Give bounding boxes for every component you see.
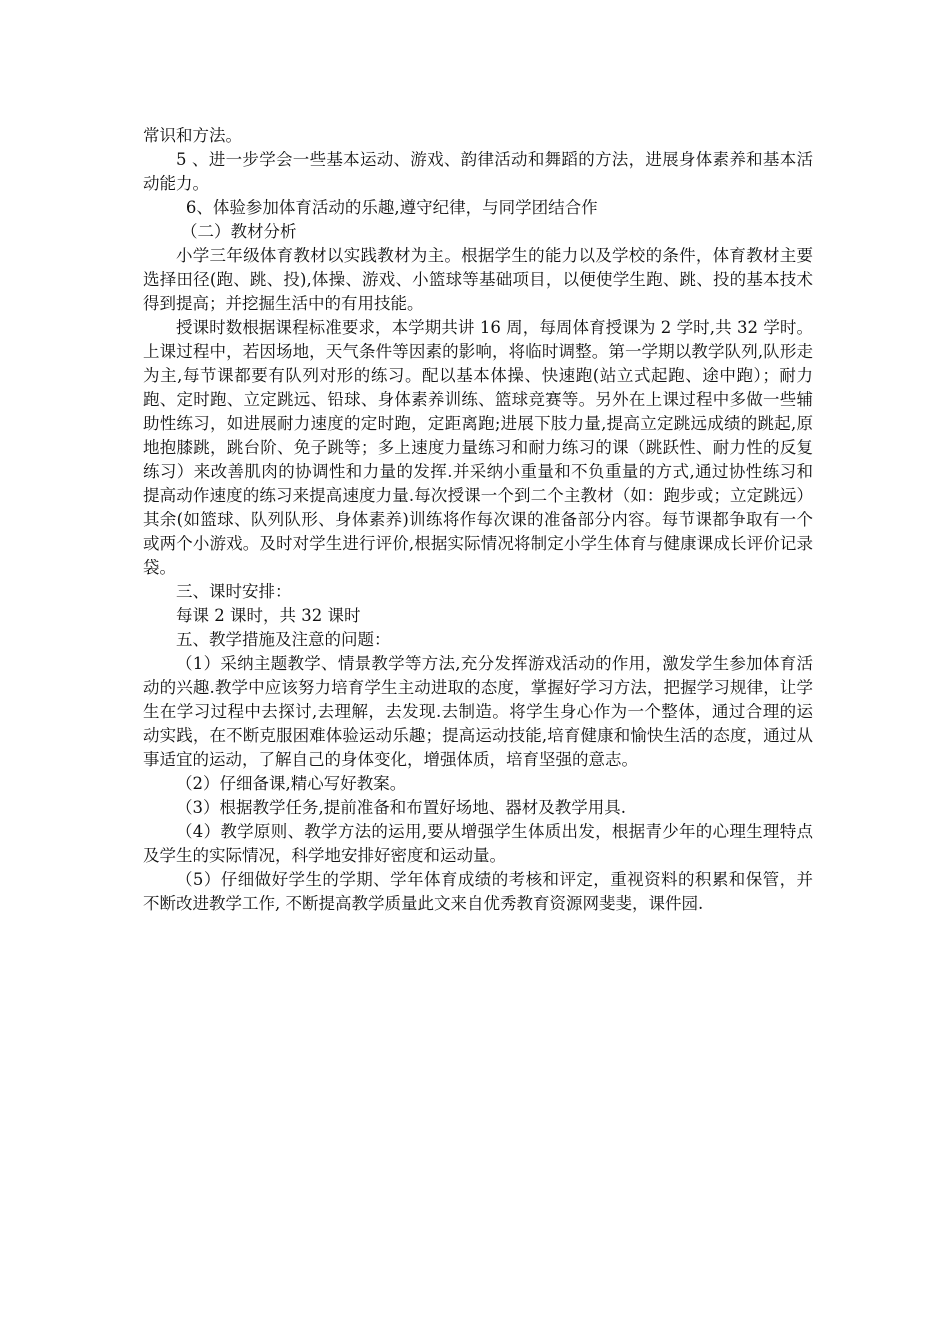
paragraph-continuation: 常识和方法。 bbox=[143, 126, 242, 145]
paragraph-measure-2: （2）仔细备课,精心写好教案。 bbox=[176, 774, 407, 793]
document-body bbox=[143, 124, 813, 916]
paragraph-material-overview: 小学三年级体育教材以实践教材为主。根据学生的能力以及学校的条件，体育教材主要选择田径(跑、跳、投),体操、游戏、小篮球等基础项目，以便使学生跑、跳、投的基本技术得到提高；并挖掘生活中的有用技能。 bbox=[143, 246, 813, 313]
paragraph-class-hours: 每课 2 课时，共 32 课时 bbox=[176, 606, 361, 625]
paragraph-goal-5: 5 、进一步学会一些基本运动、游戏、韵律活动和舞蹈的方法，进展身体素养和基本活动能力。 bbox=[143, 150, 813, 193]
paragraph-schedule-details: 授课时数根据课程标准要求，本学期共讲 16 周，每周体育授课为 2 学时,共 32 学时。上课过程中，若因场地，天气条件等因素的影响，将临时调整。第一学期以教学队列,队形走为主,每节课都要有队列对形的练习。配以基本体操、快速跑(站立式起跑、途中跑）；耐力跑、定时跑、立定跳远、铅球、身体素养训练、篮球竞赛等。另外在上课过程中多做一些辅助性练习，如进展耐力速度的定时跑，定距离跑;进展下肢力量,提高立定跳远成绩的跳起,原地抱膝跳，跳台阶、免子跳等；多上速度力量练习和耐力练习的课（跳跃性、耐力性的反复练习）来改善肌肉的协调性和力量的发挥.并采纳小重量和不负重量的方式,通过协性练习和提高动作速度的练习来提高速度力量.每次授课一个到二个主教材（如：跑步或；立定跳远）其余(如篮球、队列队形、身体素养)训练将作每次课的准备部分内容。每节课都争取有一个或两个小游戏。及时对学生进行评价,根据实际情况将制定小学生体育与健康课成长评价记录袋。 bbox=[143, 318, 813, 577]
paragraph-goal-6: 6、体验参加体育活动的乐趣,遵守纪律，与同学团结合作 bbox=[185, 198, 598, 217]
section-heading-material-analysis: （二）教材分析 bbox=[180, 222, 297, 241]
paragraph-measure-4: （4）教学原则、教学方法的运用,要从增强学生体质出发，根据青少年的心理生理特点及学生的实际情况，科学地安排好密度和运动量。 bbox=[143, 822, 813, 865]
paragraph-measure-3: （3）根据教学任务,提前准备和布置好场地、器材及教学用具. bbox=[176, 798, 626, 817]
section-heading-measures: 五、教学措施及注意的问题： bbox=[176, 630, 391, 649]
paragraph-measure-1: （1）采纳主题教学、情景教学等方法,充分发挥游戏活动的作用，激发学生参加体育活动的兴趣.教学中应该努力培育学生主动进取的态度，掌握好学习方法，把握学习规律，让学生在学习过程中去探讨,去理解，去发现.去制造。将学生身心作为一个整体，通过合理的运动实践，在不断克服困难体验运动乐趣；提高运动技能,培育健康和愉快生活的态度，通过从事适宜的运动，了解自己的身体变化，增强体质，培育坚强的意志。 bbox=[143, 654, 813, 769]
section-heading-class-hours: 三、课时安排： bbox=[176, 582, 292, 601]
paragraph-measure-5: （5）仔细做好学生的学期、学年体育成绩的考核和评定，重视资料的积累和保管，并不断改进教学工作, 不断提高教学质量此文来自优秀教育资源网斐斐，课件园. bbox=[143, 870, 813, 913]
